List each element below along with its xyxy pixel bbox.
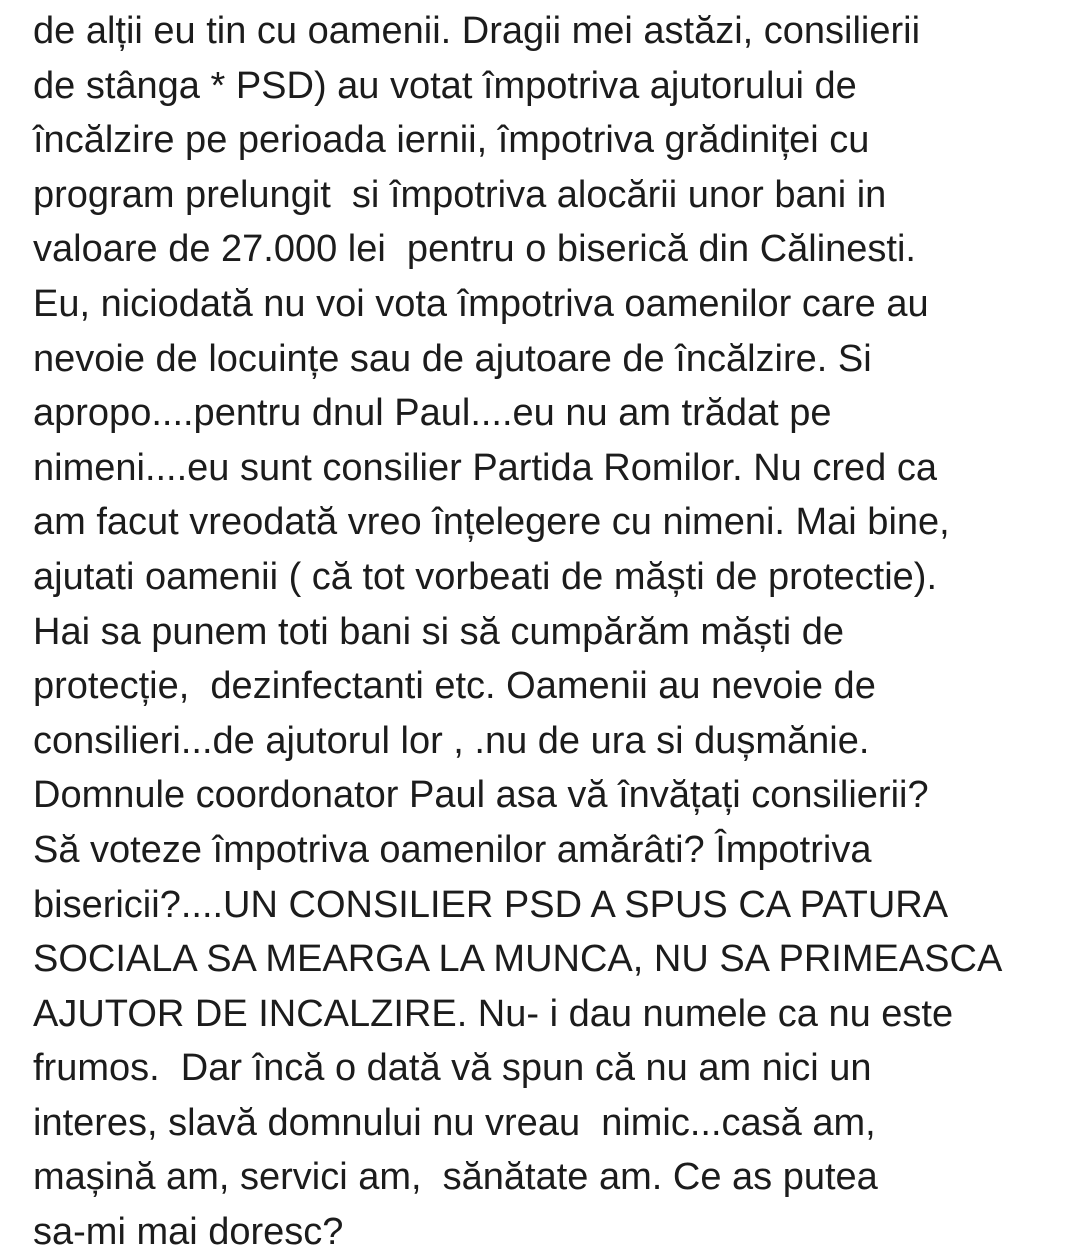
post-text-line: consilieri...de ajutorul lor , .nu de ura si dușmănie. xyxy=(33,719,870,762)
post-text xyxy=(33,4,1073,1260)
post-text-line: protecție, dezinfectanti etc. Oamenii au nevoie de xyxy=(33,665,876,708)
post-text-line: Să voteze împotriva oamenilor amărâti? Împotriva xyxy=(33,828,872,871)
post-text-line: am facut vreodată vreo înțelegere cu nimeni. Mai bine, xyxy=(33,501,950,544)
post-text-line: de alții eu tin cu oamenii. Dragii mei astăzi, consilierii xyxy=(33,10,921,52)
post-text-line: program prelungit si împotriva alocării unor bani in xyxy=(33,173,887,216)
post-text-line: valoare de 27.000 lei pentru o biserică din Călinesti. xyxy=(33,228,916,271)
post-text-line: frumos. Dar încă o dată vă spun că nu am nici un xyxy=(33,1047,872,1090)
post-text-line: ajutati oamenii ( că tot vorbeati de măști de protectie). xyxy=(33,555,938,598)
post-text-line: nimeni....eu sunt consilier Partida Romilor. Nu cred ca xyxy=(33,446,937,489)
post-text-line: Eu, niciodată nu voi vota împotriva oamenilor care au xyxy=(33,282,929,325)
post-text-line: Hai sa punem toti bani si să cumpărăm măști de xyxy=(33,610,845,653)
post-text-line: Domnule coordonator Paul asa vă învățați consilierii? xyxy=(33,774,929,817)
post-text-line: mașină am, servici am, sănătate am. Ce as putea xyxy=(33,1156,878,1199)
post-text-line: sa-mi mai doresc? xyxy=(33,1211,344,1254)
post-text-line: apropo....pentru dnul Paul....eu nu am trădat pe xyxy=(33,392,832,435)
post-text-line: nevoie de locuințe sau de ajutoare de încălzire. Si xyxy=(33,337,872,380)
post-text-line: încălzire pe perioada iernii, împotriva grădiniței cu xyxy=(33,119,870,162)
post-text-line: bisericii?....UN CONSILIER PSD A SPUS CA PATURA xyxy=(33,883,949,926)
post-text-line: interes, slavă domnului nu vreau nimic...casă am, xyxy=(33,1101,876,1144)
post-text-line: SOCIALA SA MEARGA LA MUNCA, NU SA PRIMEASCA xyxy=(33,938,1003,981)
post-text-line: de stânga * PSD) au votat împotriva ajutorului de xyxy=(33,64,857,107)
post-text-line: AJUTOR DE INCALZIRE. Nu- i dau numele ca nu este xyxy=(33,992,954,1035)
